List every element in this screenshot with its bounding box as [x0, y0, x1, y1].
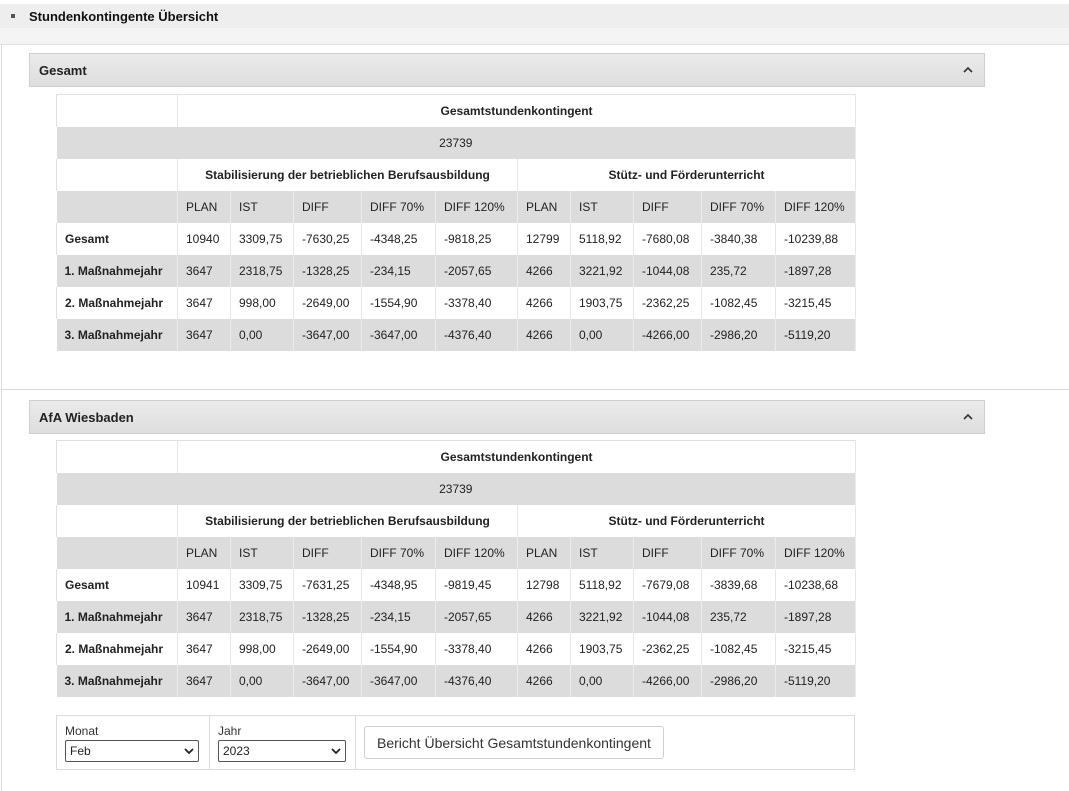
cell: -5119,20 [776, 665, 856, 697]
cell: -5119,20 [776, 319, 856, 351]
cell: -3215,45 [776, 633, 856, 665]
hours-table-gesamt [56, 94, 856, 351]
cell: -1328,25 [294, 601, 362, 633]
month-select[interactable] [65, 740, 199, 762]
cell: 4266 [518, 319, 571, 351]
cell: -4266,00 [634, 319, 702, 351]
group-header-stuetz: Stütz- und Förderunterricht [518, 159, 856, 191]
group-header-stabilisierung: Stabilisierung der betrieblichen Berufsausbildung [178, 505, 518, 537]
chevron-up-icon[interactable] [962, 411, 974, 423]
cell: -1897,28 [776, 255, 856, 287]
cell: 4266 [518, 255, 571, 287]
section-title: AfA Wiesbaden [39, 409, 134, 425]
report-filter [56, 715, 855, 770]
cell: -2649,00 [294, 287, 362, 319]
group-header-stabilisierung: Stabilisierung der betrieblichen Berufsausbildung [178, 159, 518, 191]
cell: 1903,75 [571, 287, 634, 319]
corner-cell [57, 441, 178, 473]
page-header [0, 4, 1069, 28]
row-label: 1. Maßnahmejahr [57, 255, 178, 287]
cell: 998,00 [231, 633, 294, 665]
section-header-wiesbaden[interactable] [29, 400, 985, 434]
cell: 4266 [518, 287, 571, 319]
cell: 3221,92 [571, 255, 634, 287]
cell: -2362,25 [634, 633, 702, 665]
cell: -7680,08 [634, 223, 702, 255]
column-header: DIFF [634, 537, 702, 569]
cell: -7631,25 [294, 569, 362, 601]
cell: 2318,75 [231, 255, 294, 287]
column-header: DIFF [634, 191, 702, 223]
bullet-icon [11, 14, 15, 18]
chevron-down-icon [184, 747, 194, 755]
row-label: 2. Maßnahmejahr [57, 287, 178, 319]
cell: -2057,65 [436, 255, 518, 287]
row-label: Gesamt [57, 569, 178, 601]
cell: -4376,40 [436, 319, 518, 351]
header-strip [0, 28, 1069, 45]
cell: -3378,40 [436, 287, 518, 319]
cell: 5118,92 [571, 569, 634, 601]
table-row [57, 287, 856, 319]
cell: -1554,90 [362, 287, 436, 319]
cell: 235,72 [702, 255, 776, 287]
cell: 3221,92 [571, 601, 634, 633]
cell: -234,15 [362, 601, 436, 633]
table-row [57, 223, 856, 255]
column-header: PLAN [518, 191, 571, 223]
column-header: IST [231, 537, 294, 569]
month-filter [57, 716, 210, 769]
column-header: DIFF 70% [702, 537, 776, 569]
cell: 235,72 [702, 601, 776, 633]
cell: -9819,45 [436, 569, 518, 601]
cell: -1082,45 [702, 287, 776, 319]
column-header: DIFF 70% [702, 191, 776, 223]
cell: -2986,20 [702, 665, 776, 697]
column-header: DIFF [294, 191, 362, 223]
table-row [57, 569, 856, 601]
cell: -2362,25 [634, 287, 702, 319]
month-select-value: Feb [70, 744, 91, 758]
cell: -1044,08 [634, 255, 702, 287]
cell: -4266,00 [634, 665, 702, 697]
cell: 4266 [518, 601, 571, 633]
cell: -4376,40 [436, 665, 518, 697]
cell: -7630,25 [294, 223, 362, 255]
cell: -3840,38 [702, 223, 776, 255]
cell: -3647,00 [294, 319, 362, 351]
cell: -3647,00 [362, 665, 436, 697]
cell: -3647,00 [362, 319, 436, 351]
cell: -3215,45 [776, 287, 856, 319]
table-header: Gesamtstundenkontingent [178, 441, 856, 473]
table-row [57, 319, 856, 351]
cell: 12799 [518, 223, 571, 255]
column-header: DIFF 120% [776, 537, 856, 569]
cell: -10239,88 [776, 223, 856, 255]
column-header: DIFF 120% [436, 537, 518, 569]
cell: -1044,08 [634, 601, 702, 633]
table-row [57, 255, 856, 287]
cell: -3378,40 [436, 633, 518, 665]
corner-cell [57, 95, 178, 127]
cell: 10941 [178, 569, 231, 601]
cell: 0,00 [231, 319, 294, 351]
cell: -2649,00 [294, 633, 362, 665]
cell: 2318,75 [231, 601, 294, 633]
cell: -4348,25 [362, 223, 436, 255]
cell: -2057,65 [436, 601, 518, 633]
cell: -7679,08 [634, 569, 702, 601]
cell: 10940 [178, 223, 231, 255]
cell: -3839,68 [702, 569, 776, 601]
hours-table-wiesbaden [56, 440, 856, 697]
cell: 3647 [178, 601, 231, 633]
column-header: PLAN [178, 191, 231, 223]
month-label: Monat [65, 724, 99, 738]
row-label: 2. Maßnahmejahr [57, 633, 178, 665]
cell: 0,00 [571, 319, 634, 351]
column-header: IST [231, 191, 294, 223]
column-header: PLAN [518, 537, 571, 569]
column-header: PLAN [178, 537, 231, 569]
cell: 3647 [178, 287, 231, 319]
cell: 5118,92 [571, 223, 634, 255]
cell: 12798 [518, 569, 571, 601]
cell: 3309,75 [231, 223, 294, 255]
cell: -4348,95 [362, 569, 436, 601]
row-label: 3. Maßnahmejahr [57, 319, 178, 351]
chevron-up-icon[interactable] [962, 64, 974, 76]
cell: 0,00 [571, 665, 634, 697]
page-title: Stundenkontingente Übersicht [29, 8, 219, 24]
cell: 1903,75 [571, 633, 634, 665]
cell: -1554,90 [362, 633, 436, 665]
cell: 0,00 [231, 665, 294, 697]
section-header-gesamt[interactable] [29, 53, 985, 87]
cell: 3647 [178, 319, 231, 351]
column-header: IST [571, 191, 634, 223]
total-value: 23739 [57, 473, 856, 505]
column-header: DIFF [294, 537, 362, 569]
section-title: Gesamt [39, 62, 87, 78]
table-row [57, 665, 856, 697]
cell: -3647,00 [294, 665, 362, 697]
cell: -1082,45 [702, 633, 776, 665]
cell: 998,00 [231, 287, 294, 319]
column-header: DIFF 70% [362, 537, 436, 569]
row-label: 3. Maßnahmejahr [57, 665, 178, 697]
report-button[interactable]: Bericht Übersicht Gesamtstundenkontingent [364, 726, 664, 759]
cell: 3647 [178, 633, 231, 665]
cell: 3647 [178, 255, 231, 287]
year-label: Jahr [218, 724, 242, 738]
column-header: DIFF 120% [776, 191, 856, 223]
table-row [57, 601, 856, 633]
cell: 3309,75 [231, 569, 294, 601]
cell: -1897,28 [776, 601, 856, 633]
year-select[interactable] [218, 740, 346, 762]
year-select-value: 2023 [223, 744, 250, 758]
chevron-down-icon [331, 747, 341, 755]
cell: -10238,68 [776, 569, 856, 601]
cell: 4266 [518, 633, 571, 665]
cell: 4266 [518, 665, 571, 697]
table-row [57, 633, 856, 665]
total-value: 23739 [57, 127, 856, 159]
group-header-stuetz: Stütz- und Förderunterricht [518, 505, 856, 537]
table-header: Gesamtstundenkontingent [178, 95, 856, 127]
column-header: IST [571, 537, 634, 569]
cell: 3647 [178, 665, 231, 697]
cell: -1328,25 [294, 255, 362, 287]
cell: -9818,25 [436, 223, 518, 255]
column-header: DIFF 70% [362, 191, 436, 223]
row-label: 1. Maßnahmejahr [57, 601, 178, 633]
year-filter [210, 716, 356, 769]
cell: -234,15 [362, 255, 436, 287]
cell: -2986,20 [702, 319, 776, 351]
row-label: Gesamt [57, 223, 178, 255]
report-button-cell [356, 716, 664, 769]
column-header: DIFF 120% [436, 191, 518, 223]
